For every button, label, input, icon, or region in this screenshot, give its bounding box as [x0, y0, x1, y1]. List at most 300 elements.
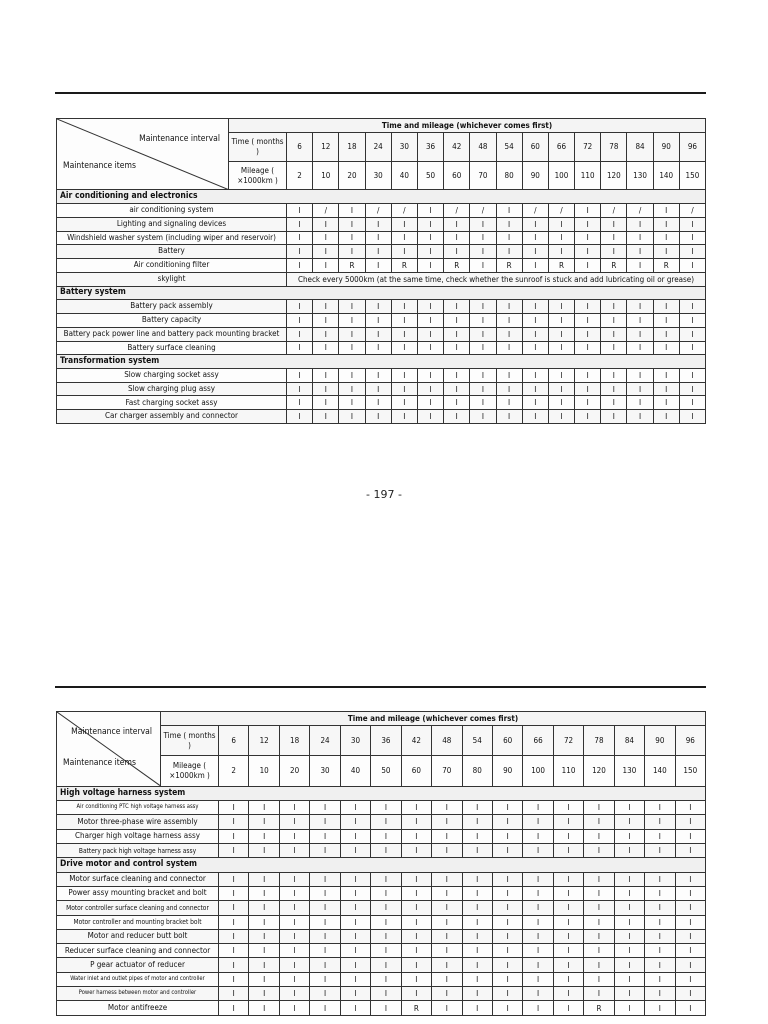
table-row — [57, 259, 706, 273]
table-row — [57, 987, 706, 1001]
month-cell: 30 — [340, 726, 370, 756]
table-row — [57, 829, 706, 843]
interval-cell: I — [249, 1001, 279, 1016]
interval-cell: I — [575, 314, 601, 328]
interval-cell: I — [601, 217, 627, 231]
interval-cell: I — [675, 944, 705, 958]
interval-cell: I — [627, 368, 653, 382]
interval-cell: I — [365, 259, 391, 273]
interval-cell: I — [339, 217, 365, 231]
interval-cell: I — [548, 327, 574, 341]
interval-cell: I — [496, 396, 522, 410]
interval-cell: I — [249, 886, 279, 900]
interval-cell: I — [653, 204, 679, 218]
interval-cell: I — [339, 341, 365, 355]
interval-cell: I — [339, 327, 365, 341]
interval-cell: I — [645, 1001, 675, 1016]
section-row — [57, 355, 706, 369]
interval-cell: I — [340, 915, 370, 929]
interval-cell: I — [287, 341, 313, 355]
interval-cell: I — [432, 958, 462, 972]
item-label: Fast charging socket assy — [57, 396, 287, 410]
maintenance-header-diagonal — [57, 119, 229, 190]
interval-cell: I — [679, 327, 705, 341]
interval-cell: I — [679, 368, 705, 382]
interval-cell: I — [391, 245, 417, 259]
interval-cell: I — [614, 944, 644, 958]
interval-cell: I — [444, 327, 470, 341]
interval-cell: I — [371, 915, 401, 929]
interval-cell: I — [601, 382, 627, 396]
interval-cell: I — [584, 872, 614, 886]
section-heading: Battery system — [57, 286, 706, 300]
interval-cell: I — [675, 1001, 705, 1016]
interval-cell: I — [279, 815, 309, 829]
table-row — [57, 396, 706, 410]
table-row — [57, 327, 706, 341]
table-row — [57, 382, 706, 396]
interval-cell: I — [249, 815, 279, 829]
interval-cell: I — [523, 958, 553, 972]
month-cell: 30 — [391, 132, 417, 161]
item-label: Air conditioning filter — [57, 259, 287, 273]
interval-cell: I — [339, 204, 365, 218]
interval-cell: I — [462, 886, 492, 900]
interval-cell: I — [391, 217, 417, 231]
interval-cell: I — [523, 815, 553, 829]
interval-cell: I — [310, 972, 340, 986]
month-cell: 96 — [679, 132, 705, 161]
interval-cell: I — [340, 987, 370, 1001]
interval-cell: I — [522, 368, 548, 382]
interval-cell: I — [313, 245, 339, 259]
interval-cell: I — [553, 886, 583, 900]
interval-cell: I — [313, 217, 339, 231]
interval-cell: I — [523, 800, 553, 814]
interval-cell: I — [679, 231, 705, 245]
month-cell: 6 — [287, 132, 313, 161]
interval-cell: I — [584, 886, 614, 900]
interval-cell: I — [310, 958, 340, 972]
interval-cell: I — [523, 886, 553, 900]
interval-cell: I — [219, 944, 249, 958]
interval-cell: I — [614, 915, 644, 929]
table-row — [57, 972, 706, 986]
interval-cell: I — [653, 327, 679, 341]
interval-cell: I — [614, 901, 644, 915]
time-label: Time ( months ) — [161, 726, 219, 756]
month-cell: 12 — [313, 132, 339, 161]
month-cell: 18 — [279, 726, 309, 756]
interval-cell: I — [492, 872, 522, 886]
mileage-cell: 60 — [401, 756, 431, 786]
interval-cell: I — [614, 1001, 644, 1016]
interval-cell: I — [287, 382, 313, 396]
interval-cell: I — [310, 843, 340, 857]
interval-cell: I — [470, 259, 496, 273]
interval-cell: I — [679, 245, 705, 259]
interval-cell: I — [601, 327, 627, 341]
table-row — [57, 300, 706, 314]
interval-cell: I — [371, 843, 401, 857]
interval-cell: I — [575, 368, 601, 382]
interval-cell: I — [391, 410, 417, 424]
interval-cell: I — [219, 972, 249, 986]
interval-cell: I — [417, 341, 443, 355]
interval-cell: I — [279, 901, 309, 915]
interval-cell: I — [575, 245, 601, 259]
interval-cell: I — [675, 929, 705, 943]
mileage-cell: 130 — [627, 161, 653, 190]
table-row — [57, 815, 706, 829]
interval-cell: I — [496, 300, 522, 314]
mileage-cell: 70 — [470, 161, 496, 190]
interval-cell: I — [365, 217, 391, 231]
interval-cell: I — [417, 368, 443, 382]
interval-cell: I — [614, 829, 644, 843]
interval-cell: I — [462, 972, 492, 986]
interval-cell: I — [653, 314, 679, 328]
item-label: Windshield washer system (including wiper and reservoir) — [57, 231, 287, 245]
interval-cell: I — [553, 944, 583, 958]
interval-cell: I — [522, 341, 548, 355]
interval-cell: I — [645, 987, 675, 1001]
interval-cell: / — [627, 204, 653, 218]
maintenance-table-2 — [56, 711, 706, 1016]
maintenance-table-2-container — [56, 711, 706, 1016]
table-row — [57, 886, 706, 900]
section-heading: Drive motor and control system — [57, 858, 706, 872]
item-label: Lighting and signaling devices — [57, 217, 287, 231]
table-row — [57, 204, 706, 218]
interval-cell: / — [444, 204, 470, 218]
interval-cell: I — [645, 872, 675, 886]
interval-cell: I — [365, 314, 391, 328]
interval-cell: I — [645, 815, 675, 829]
interval-cell: I — [417, 204, 443, 218]
month-cell: 6 — [219, 726, 249, 756]
time-mileage-caption: Time and mileage (whichever comes first) — [161, 712, 706, 726]
interval-cell: I — [340, 972, 370, 986]
interval-cell: I — [627, 300, 653, 314]
table-row — [57, 944, 706, 958]
interval-cell: I — [365, 382, 391, 396]
interval-cell: I — [496, 217, 522, 231]
table-row — [57, 872, 706, 886]
interval-cell: I — [496, 410, 522, 424]
interval-cell: I — [492, 800, 522, 814]
interval-cell: I — [675, 872, 705, 886]
interval-cell: I — [522, 217, 548, 231]
table-row — [57, 958, 706, 972]
month-cell: 72 — [575, 132, 601, 161]
interval-cell: I — [287, 259, 313, 273]
interval-cell: I — [310, 1001, 340, 1016]
interval-cell: I — [523, 843, 553, 857]
interval-cell: I — [575, 300, 601, 314]
interval-cell: I — [523, 901, 553, 915]
month-cell: 60 — [492, 726, 522, 756]
interval-cell: I — [553, 829, 583, 843]
interval-cell: I — [462, 829, 492, 843]
interval-cell: I — [492, 944, 522, 958]
interval-cell: I — [492, 915, 522, 929]
item-label: Motor antifreeze — [57, 1001, 219, 1016]
interval-cell: I — [371, 972, 401, 986]
time-mileage-caption: Time and mileage (whichever comes first) — [229, 119, 706, 133]
interval-cell: I — [444, 396, 470, 410]
interval-cell: R — [584, 1001, 614, 1016]
interval-cell: I — [432, 1001, 462, 1016]
interval-cell: I — [391, 327, 417, 341]
interval-cell: I — [584, 915, 614, 929]
item-label: Battery pack assembly — [57, 300, 287, 314]
interval-cell: I — [462, 843, 492, 857]
interval-cell: I — [340, 800, 370, 814]
section-heading: Air conditioning and electronics — [57, 190, 706, 204]
table-row — [57, 1001, 706, 1016]
table-row — [57, 901, 706, 915]
interval-cell: I — [313, 327, 339, 341]
mileage-label: Mileage ( ×1000km ) — [161, 756, 219, 786]
interval-cell: I — [492, 829, 522, 843]
interval-cell: I — [653, 396, 679, 410]
month-cell: 66 — [523, 726, 553, 756]
interval-cell: I — [365, 368, 391, 382]
interval-cell: I — [548, 300, 574, 314]
interval-cell: I — [601, 300, 627, 314]
interval-cell: I — [553, 958, 583, 972]
diagonal-line — [57, 119, 228, 189]
interval-cell: I — [584, 815, 614, 829]
interval-cell: I — [523, 1001, 553, 1016]
interval-cell: I — [553, 915, 583, 929]
mileage-cell: 150 — [675, 756, 705, 786]
interval-cell: I — [679, 396, 705, 410]
interval-cell: I — [444, 231, 470, 245]
table-row — [57, 314, 706, 328]
interval-cell: I — [249, 901, 279, 915]
interval-cell: I — [219, 815, 249, 829]
interval-cell: I — [679, 410, 705, 424]
interval-cell: I — [584, 800, 614, 814]
interval-cell: I — [470, 410, 496, 424]
interval-cell: I — [444, 368, 470, 382]
interval-cell: I — [548, 231, 574, 245]
interval-cell: I — [401, 872, 431, 886]
interval-cell: I — [340, 843, 370, 857]
interval-cell: I — [279, 915, 309, 929]
interval-cell: I — [522, 231, 548, 245]
interval-cell: I — [279, 829, 309, 843]
interval-cell: I — [219, 929, 249, 943]
interval-cell: I — [313, 314, 339, 328]
table-row — [57, 929, 706, 943]
interval-cell: I — [584, 972, 614, 986]
item-label: Motor surface cleaning and connector — [57, 872, 219, 886]
interval-cell: I — [444, 300, 470, 314]
interval-cell: I — [432, 929, 462, 943]
interval-cell: / — [470, 204, 496, 218]
interval-cell: I — [340, 872, 370, 886]
interval-cell: I — [496, 327, 522, 341]
interval-cell: I — [645, 929, 675, 943]
mileage-cell: 110 — [575, 161, 601, 190]
interval-cell: I — [548, 217, 574, 231]
section-row — [57, 190, 706, 204]
interval-cell: I — [679, 341, 705, 355]
interval-cell: I — [340, 944, 370, 958]
item-label: Reducer surface cleaning and connector — [57, 944, 219, 958]
interval-cell: I — [584, 843, 614, 857]
interval-cell: R — [339, 259, 365, 273]
interval-cell: I — [492, 958, 522, 972]
month-cell: 78 — [584, 726, 614, 756]
interval-cell: I — [391, 368, 417, 382]
table-row — [57, 843, 706, 857]
interval-cell: I — [371, 987, 401, 1001]
interval-cell: I — [496, 382, 522, 396]
interval-cell: I — [340, 929, 370, 943]
month-cell: 48 — [432, 726, 462, 756]
interval-cell: I — [287, 314, 313, 328]
mileage-cell: 150 — [679, 161, 705, 190]
mileage-cell: 120 — [601, 161, 627, 190]
interval-cell: I — [575, 259, 601, 273]
interval-cell: I — [470, 396, 496, 410]
interval-cell: I — [444, 410, 470, 424]
month-cell: 18 — [339, 132, 365, 161]
interval-cell: I — [645, 958, 675, 972]
item-label: Power harness between motor and controller — [57, 987, 219, 1001]
interval-cell: I — [496, 245, 522, 259]
interval-cell: R — [391, 259, 417, 273]
interval-cell: I — [601, 368, 627, 382]
interval-cell: R — [601, 259, 627, 273]
interval-cell: I — [522, 245, 548, 259]
item-label: Battery — [57, 245, 287, 259]
interval-cell: I — [679, 300, 705, 314]
interval-cell: I — [401, 958, 431, 972]
interval-cell: I — [614, 987, 644, 1001]
interval-cell: I — [496, 231, 522, 245]
interval-cell: I — [310, 815, 340, 829]
interval-cell: I — [601, 231, 627, 245]
interval-cell: I — [444, 217, 470, 231]
interval-cell: I — [492, 843, 522, 857]
interval-cell: I — [249, 843, 279, 857]
interval-cell: I — [432, 843, 462, 857]
interval-cell: I — [548, 341, 574, 355]
interval-cell: I — [219, 843, 249, 857]
interval-cell: I — [313, 396, 339, 410]
interval-cell: I — [287, 231, 313, 245]
interval-cell: I — [627, 327, 653, 341]
diagonal-line — [57, 712, 160, 786]
interval-cell: I — [470, 327, 496, 341]
mileage-cell: 140 — [645, 756, 675, 786]
interval-cell: I — [417, 314, 443, 328]
mileage-cell: 100 — [523, 756, 553, 786]
interval-cell: I — [401, 929, 431, 943]
mileage-cell: 10 — [249, 756, 279, 786]
interval-cell: I — [417, 259, 443, 273]
interval-cell: I — [575, 382, 601, 396]
mileage-cell: 20 — [339, 161, 365, 190]
interval-cell: I — [575, 341, 601, 355]
interval-cell: I — [444, 382, 470, 396]
interval-cell: I — [492, 987, 522, 1001]
interval-cell: I — [627, 341, 653, 355]
interval-cell: I — [584, 944, 614, 958]
section-heading: Transformation system — [57, 355, 706, 369]
interval-cell: R — [401, 1001, 431, 1016]
interval-note: Check every 5000km (at the same time, check whether the sunroof is stuck and add lubricating oil or grease) — [287, 272, 706, 286]
interval-cell: I — [462, 944, 492, 958]
interval-cell: I — [365, 396, 391, 410]
interval-cell: I — [310, 886, 340, 900]
interval-cell: I — [432, 872, 462, 886]
interval-cell: / — [313, 204, 339, 218]
interval-cell: I — [310, 987, 340, 1001]
table-row — [57, 410, 706, 424]
interval-cell: I — [614, 872, 644, 886]
table-row — [57, 217, 706, 231]
interval-cell: I — [313, 382, 339, 396]
month-cell: 78 — [601, 132, 627, 161]
interval-cell: I — [462, 929, 492, 943]
interval-cell: I — [627, 410, 653, 424]
item-label: Power assy mounting bracket and bolt — [57, 886, 219, 900]
interval-cell: I — [310, 929, 340, 943]
maintenance-interval-label: Maintenance interval — [71, 727, 152, 737]
interval-cell: I — [601, 314, 627, 328]
interval-cell: I — [279, 800, 309, 814]
month-cell: 96 — [675, 726, 705, 756]
mileage-cell: 120 — [584, 756, 614, 786]
interval-cell: I — [523, 944, 553, 958]
interval-cell: I — [365, 410, 391, 424]
interval-cell: I — [470, 245, 496, 259]
month-cell: 66 — [548, 132, 574, 161]
interval-cell: / — [522, 204, 548, 218]
interval-cell: I — [645, 800, 675, 814]
interval-cell: I — [614, 972, 644, 986]
mileage-cell: 20 — [279, 756, 309, 786]
mileage-cell: 50 — [417, 161, 443, 190]
item-label: skylight — [57, 272, 287, 286]
interval-cell: I — [523, 929, 553, 943]
interval-cell: I — [553, 929, 583, 943]
interval-cell: I — [313, 368, 339, 382]
interval-cell: I — [523, 987, 553, 1001]
interval-cell: I — [522, 314, 548, 328]
interval-cell: I — [310, 829, 340, 843]
interval-cell: I — [575, 217, 601, 231]
interval-cell: I — [279, 944, 309, 958]
interval-cell: I — [627, 245, 653, 259]
interval-cell: I — [522, 300, 548, 314]
interval-cell: I — [401, 843, 431, 857]
interval-cell: I — [279, 958, 309, 972]
item-label: P gear actuator of reducer — [57, 958, 219, 972]
interval-cell: I — [287, 217, 313, 231]
interval-cell: I — [279, 929, 309, 943]
interval-cell: I — [645, 944, 675, 958]
interval-cell: I — [391, 314, 417, 328]
interval-cell: I — [219, 872, 249, 886]
interval-cell: I — [470, 368, 496, 382]
